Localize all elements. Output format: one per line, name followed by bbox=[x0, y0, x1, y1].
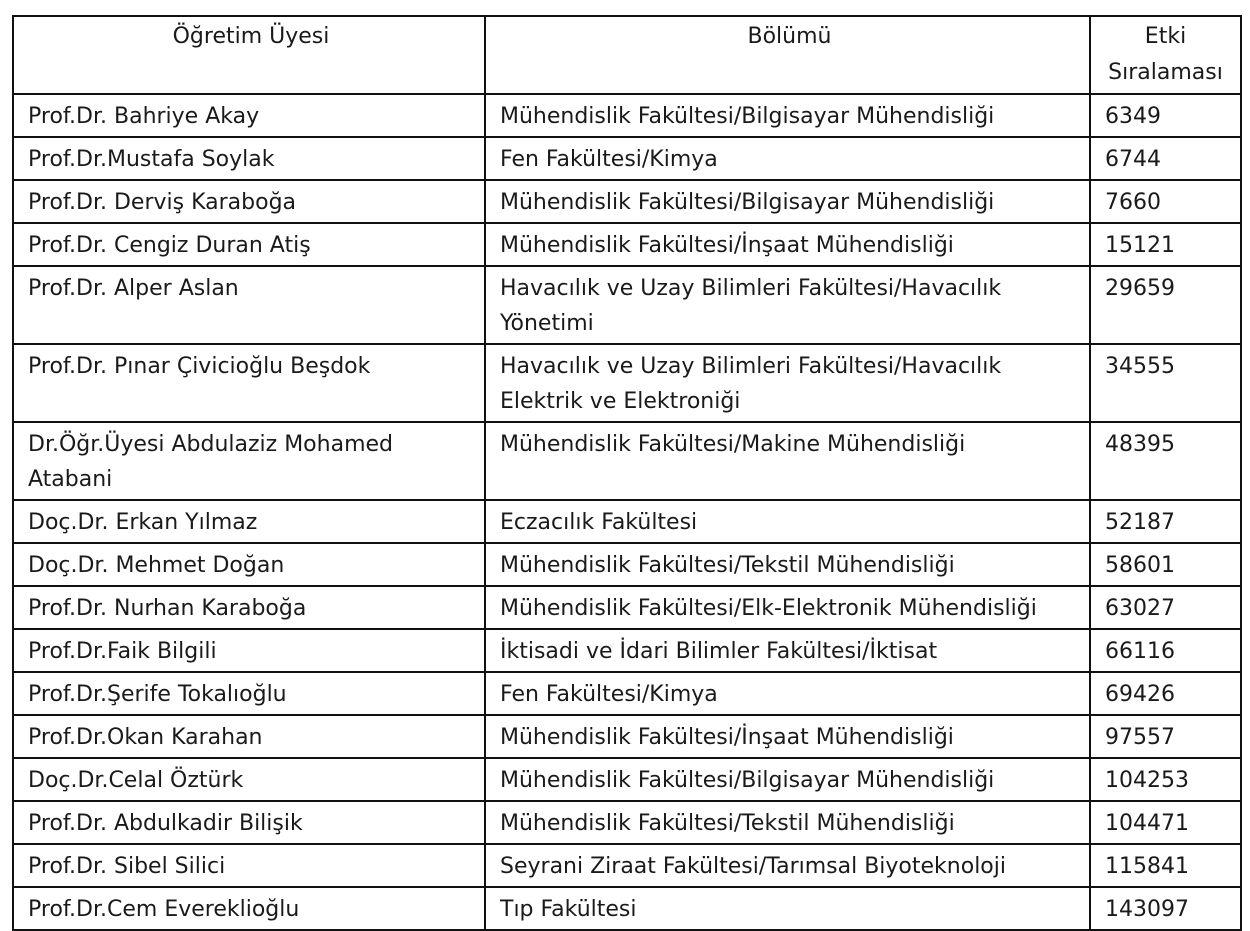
impact-rank-cell: 143097 bbox=[1090, 887, 1241, 930]
department-cell: Seyrani Ziraat Fakültesi/Tarımsal Biyoteknoloji bbox=[485, 844, 1090, 887]
department-cell: Mühendislik Fakültesi/İnşaat Mühendisliği bbox=[485, 715, 1090, 758]
department-cell: Fen Fakültesi/Kimya bbox=[485, 672, 1090, 715]
faculty-member-cell: Dr.Öğr.Üyesi Abdulaziz Mohamed Atabani bbox=[13, 422, 485, 500]
impact-rank-cell: 34555 bbox=[1090, 344, 1241, 422]
impact-rank-cell: 7660 bbox=[1090, 180, 1241, 223]
faculty-member-cell: Prof.Dr. Alper Aslan bbox=[13, 266, 485, 344]
department-cell: Mühendislik Fakültesi/Bilgisayar Mühendisliği bbox=[485, 758, 1090, 801]
faculty-member-cell: Prof.Dr.Okan Karahan bbox=[13, 715, 485, 758]
impact-rank-cell: 63027 bbox=[1090, 586, 1241, 629]
department-cell: Mühendislik Fakültesi/Bilgisayar Mühendisliği bbox=[485, 94, 1090, 137]
faculty-member-cell: Prof.Dr.Şerife Tokalıoğlu bbox=[13, 672, 485, 715]
department-cell: Mühendislik Fakültesi/Bilgisayar Mühendisliği bbox=[485, 180, 1090, 223]
faculty-member-cell: Prof.Dr. Sibel Silici bbox=[13, 844, 485, 887]
department-cell: Mühendislik Fakültesi/Makine Mühendisliği bbox=[485, 422, 1090, 500]
department-cell: Mühendislik Fakültesi/İnşaat Mühendisliği bbox=[485, 223, 1090, 266]
faculty-member-cell: Doç.Dr.Celal Öztürk bbox=[13, 758, 485, 801]
impact-rank-cell: 52187 bbox=[1090, 500, 1241, 543]
table-row bbox=[13, 422, 1241, 500]
table-row bbox=[13, 223, 1241, 266]
department-cell: Mühendislik Fakültesi/Tekstil Mühendisliği bbox=[485, 801, 1090, 844]
table-header bbox=[13, 16, 1241, 94]
faculty-member-cell: Prof.Dr. Nurhan Karaboğa bbox=[13, 586, 485, 629]
header-impact-rank-line1: Etki bbox=[1144, 24, 1187, 49]
impact-rank-cell: 6744 bbox=[1090, 137, 1241, 180]
header-faculty-member: Öğretim Üyesi bbox=[13, 16, 485, 94]
department-cell: Havacılık ve Uzay Bilimleri Fakültesi/Havacılık Yönetimi bbox=[485, 266, 1090, 344]
table-row bbox=[13, 94, 1241, 137]
table-body bbox=[13, 94, 1241, 930]
faculty-member-cell: Doç.Dr. Mehmet Doğan bbox=[13, 543, 485, 586]
impact-rank-cell: 15121 bbox=[1090, 223, 1241, 266]
table-row bbox=[13, 137, 1241, 180]
department-cell: Fen Fakültesi/Kimya bbox=[485, 137, 1090, 180]
table-row bbox=[13, 344, 1241, 422]
faculty-ranking-table bbox=[12, 15, 1242, 931]
table-row bbox=[13, 266, 1241, 344]
department-cell: Mühendislik Fakültesi/Elk-Elektronik Mühendisliği bbox=[485, 586, 1090, 629]
faculty-member-cell: Prof.Dr.Mustafa Soylak bbox=[13, 137, 485, 180]
department-cell: Mühendislik Fakültesi/Tekstil Mühendisliği bbox=[485, 543, 1090, 586]
table-row bbox=[13, 758, 1241, 801]
faculty-member-cell: Prof.Dr. Derviş Karaboğa bbox=[13, 180, 485, 223]
department-cell: İktisadi ve İdari Bilimler Fakültesi/İktisat bbox=[485, 629, 1090, 672]
faculty-member-cell: Prof.Dr.Cem Evereklioğlu bbox=[13, 887, 485, 930]
faculty-member-cell: Prof.Dr. Bahriye Akay bbox=[13, 94, 485, 137]
impact-rank-cell: 6349 bbox=[1090, 94, 1241, 137]
table-row bbox=[13, 500, 1241, 543]
impact-rank-cell: 48395 bbox=[1090, 422, 1241, 500]
table-row bbox=[13, 844, 1241, 887]
table-row bbox=[13, 629, 1241, 672]
faculty-member-cell: Prof.Dr. Pınar Çivicioğlu Beşdok bbox=[13, 344, 485, 422]
header-department: Bölümü bbox=[485, 16, 1090, 94]
table-row bbox=[13, 543, 1241, 586]
table-row bbox=[13, 672, 1241, 715]
impact-rank-cell: 58601 bbox=[1090, 543, 1241, 586]
department-cell: Eczacılık Fakültesi bbox=[485, 500, 1090, 543]
impact-rank-cell: 104253 bbox=[1090, 758, 1241, 801]
department-cell: Havacılık ve Uzay Bilimleri Fakültesi/Havacılık Elektrik ve Elektroniği bbox=[485, 344, 1090, 422]
table-row bbox=[13, 180, 1241, 223]
header-row bbox=[13, 16, 1241, 94]
impact-rank-cell: 29659 bbox=[1090, 266, 1241, 344]
table-row bbox=[13, 801, 1241, 844]
faculty-member-cell: Prof.Dr.Faik Bilgili bbox=[13, 629, 485, 672]
table-row bbox=[13, 887, 1241, 930]
faculty-member-cell: Prof.Dr. Abdulkadir Bilişik bbox=[13, 801, 485, 844]
impact-rank-cell: 115841 bbox=[1090, 844, 1241, 887]
department-cell: Tıp Fakültesi bbox=[485, 887, 1090, 930]
impact-rank-cell: 97557 bbox=[1090, 715, 1241, 758]
table-row bbox=[13, 715, 1241, 758]
header-impact-rank-line2: Sıralaması bbox=[1108, 60, 1223, 85]
table-row bbox=[13, 586, 1241, 629]
impact-rank-cell: 69426 bbox=[1090, 672, 1241, 715]
header-impact-rank bbox=[1090, 16, 1241, 94]
impact-rank-cell: 104471 bbox=[1090, 801, 1241, 844]
impact-rank-cell: 66116 bbox=[1090, 629, 1241, 672]
faculty-member-cell: Prof.Dr. Cengiz Duran Atiş bbox=[13, 223, 485, 266]
faculty-member-cell: Doç.Dr. Erkan Yılmaz bbox=[13, 500, 485, 543]
